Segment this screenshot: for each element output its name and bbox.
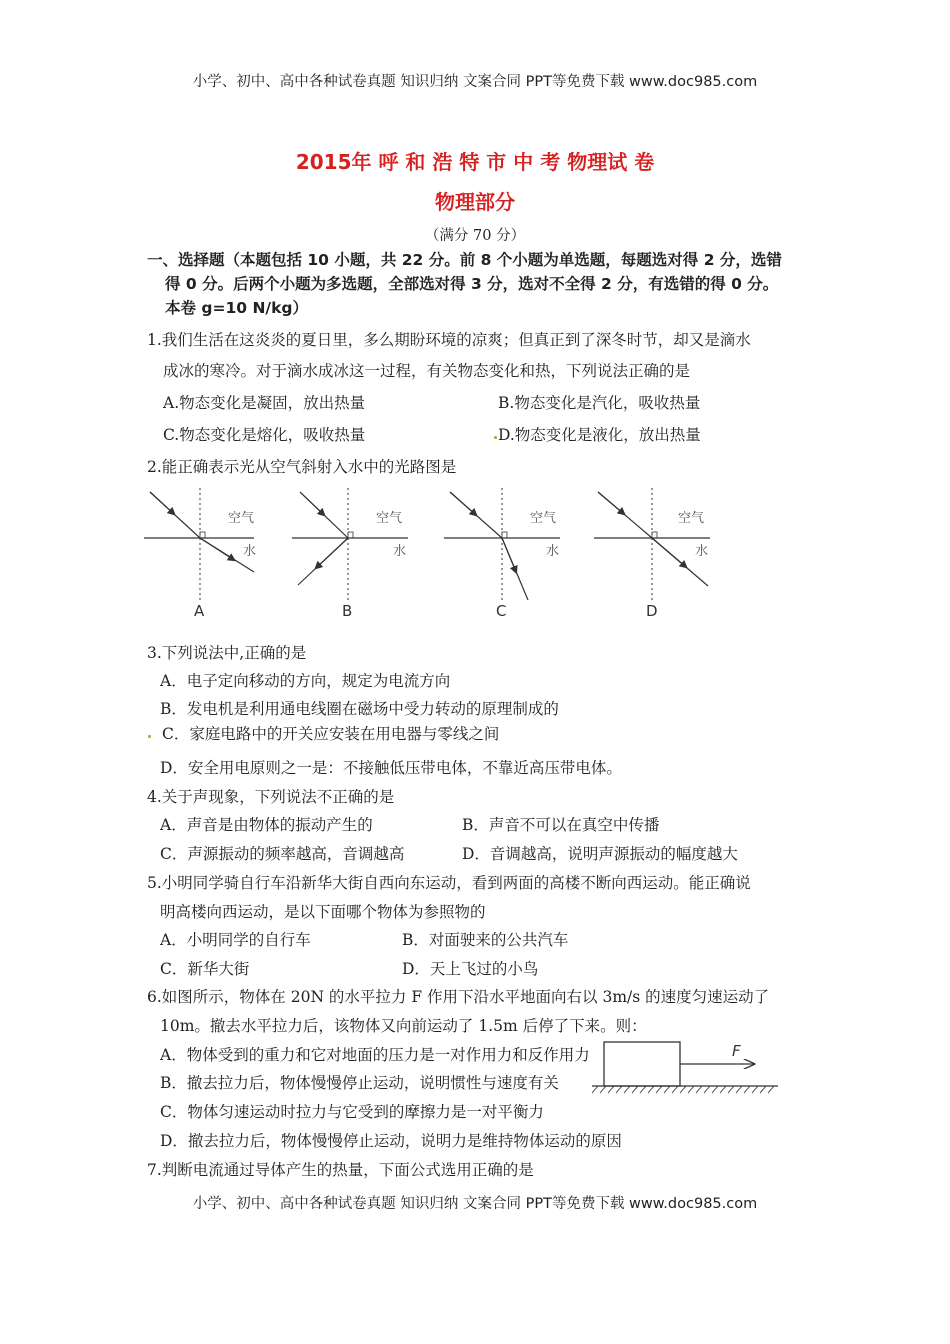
q6-option-c: C．物体匀速运动时拉力与它受到的摩擦力是一对平衡力 <box>160 1103 544 1121</box>
q5-stem-line1: 5.小明同学骑自行车沿新华大街自西向东运动，看到两面的高楼不断向西运动。能正确说 <box>147 874 751 892</box>
section1-line1: 一、选择题（本题包括 10 小题，共 22 分。前 8 个小题为单选题，每题选对得 2 分，选错 <box>147 251 782 269</box>
page-header: 小学、初中、高中各种试卷真题 知识归纳 文案合同 PPT等免费下载 www.doc985.com <box>192 74 758 90</box>
q2-c-water-label: 水 <box>546 544 560 559</box>
q2-light-path-diagrams <box>130 480 730 625</box>
q4-option-c: C．声源振动的频率越高，音调越高 <box>160 845 405 863</box>
q1-stem-line2: 成冰的寒冷。对于滴水成冰这一过程，有关物态变化和热，下列说法正确的是 <box>163 362 691 380</box>
q2-b-water-label: 水 <box>393 544 407 559</box>
q1-option-c: C.物态变化是熔化，吸收热量 <box>163 426 366 444</box>
score-note: （满分 70 分） <box>424 228 526 244</box>
exam-title: 2015年 呼 和 浩 特 市 中 考 物理试 卷 <box>295 150 655 174</box>
q1-stem-line1: 1.我们生活在这炎炎的夏日里，多么期盼环境的凉爽；但真正到了深冬时节，却又是滴水 <box>147 331 751 349</box>
q4-stem: 4.关于声现象，下列说法不正确的是 <box>147 788 395 806</box>
q2-stem: 2.能正确表示光从空气斜射入水中的光路图是 <box>147 458 457 476</box>
q5-stem-line2: 明高楼向西运动，是以下面哪个物体为参照物的 <box>160 903 486 921</box>
diagram-a <box>144 488 256 620</box>
q5-option-c: C．新华大街 <box>160 960 250 978</box>
q5-option-b: B．对面驶来的公共汽车 <box>402 931 569 949</box>
diagram-d <box>594 488 710 620</box>
q4-option-d: D．音调越高，说明声源振动的幅度越大 <box>462 845 738 863</box>
q3-option-c: C．家庭电路中的开关应安装在用电器与零线之间 <box>162 725 500 743</box>
stray-mark <box>148 735 151 738</box>
q2-c-air-label: 空气 <box>530 511 557 526</box>
q7-stem: 7.判断电流通过导体产生的热量，下面公式选用正确的是 <box>147 1161 534 1179</box>
exam-subtitle: 物理部分 <box>435 190 515 214</box>
q6-stem-line1: 6.如图所示，物体在 20N 的水平拉力 F 作用下沿水平地面向右以 3m/s 的速度匀速运动了 <box>147 988 770 1006</box>
q6-force-diagram <box>578 1036 788 1098</box>
q2-a-label: A <box>194 602 205 620</box>
q5-option-a: A．小明同学的自行车 <box>160 931 311 949</box>
q2-d-air-label: 空气 <box>678 511 705 526</box>
q2-b-label: B <box>342 602 353 620</box>
q2-a-air-label: 空气 <box>228 511 255 526</box>
q6-ground-hatching <box>592 1086 774 1093</box>
section1-line3: 本卷 g=10 N/kg） <box>165 299 308 317</box>
q6-block <box>604 1042 680 1086</box>
q2-b-air-label: 空气 <box>376 511 403 526</box>
section1-line2: 得 0 分。后两个小题为多选题，全部选对得 3 分，选对不全得 2 分，有选错的得 0 分。 <box>165 275 779 293</box>
q2-c-label: C <box>496 602 507 620</box>
page-footer: 小学、初中、高中各种试卷真题 知识归纳 文案合同 PPT等免费下载 www.doc985.com <box>192 1196 758 1212</box>
q3-stem: 3.下列说法中,正确的是 <box>147 644 307 662</box>
q4-option-b: B．声音不可以在真空中传播 <box>462 816 660 834</box>
diagram-c <box>444 488 560 620</box>
q6-option-b: B．撤去拉力后，物体慢慢停止运动，说明惯性与速度有关 <box>160 1074 559 1092</box>
q2-d-water-label: 水 <box>695 544 709 559</box>
q6-stem-line2: 10m。撤去水平拉力后，该物体又向前运动了 1.5m 后停了下来。则： <box>160 1017 647 1035</box>
q3-option-a: A．电子定向移动的方向，规定为电流方向 <box>160 672 451 690</box>
q1-option-d: D.物态变化是液化，放出热量 <box>498 426 701 444</box>
q4-option-a: A．声音是由物体的振动产生的 <box>160 816 373 834</box>
q6-force-label: F <box>732 1042 741 1060</box>
q2-d-label: D <box>646 602 658 620</box>
q3-option-b: B．发电机是利用通电线圈在磁场中受力转动的原理制成的 <box>160 700 559 718</box>
q6-option-a: A．物体受到的重力和它对地面的压力是一对作用力和反作用力 <box>160 1046 590 1064</box>
q5-option-d: D．天上飞过的小鸟 <box>402 960 539 978</box>
q6-option-d: D．撤去拉力后，物体慢慢停止运动，说明力是维持物体运动的原因 <box>160 1132 622 1150</box>
q1-option-b: B.物态变化是汽化，吸收热量 <box>498 394 701 412</box>
q2-a-water-label: 水 <box>243 544 257 559</box>
diagram-b <box>292 488 408 620</box>
stray-mark <box>494 436 497 439</box>
q3-option-d: D．安全用电原则之一是：不接触低压带电体，不靠近高压带电体。 <box>160 759 622 777</box>
q1-option-a: A.物态变化是凝固，放出热量 <box>163 394 366 412</box>
